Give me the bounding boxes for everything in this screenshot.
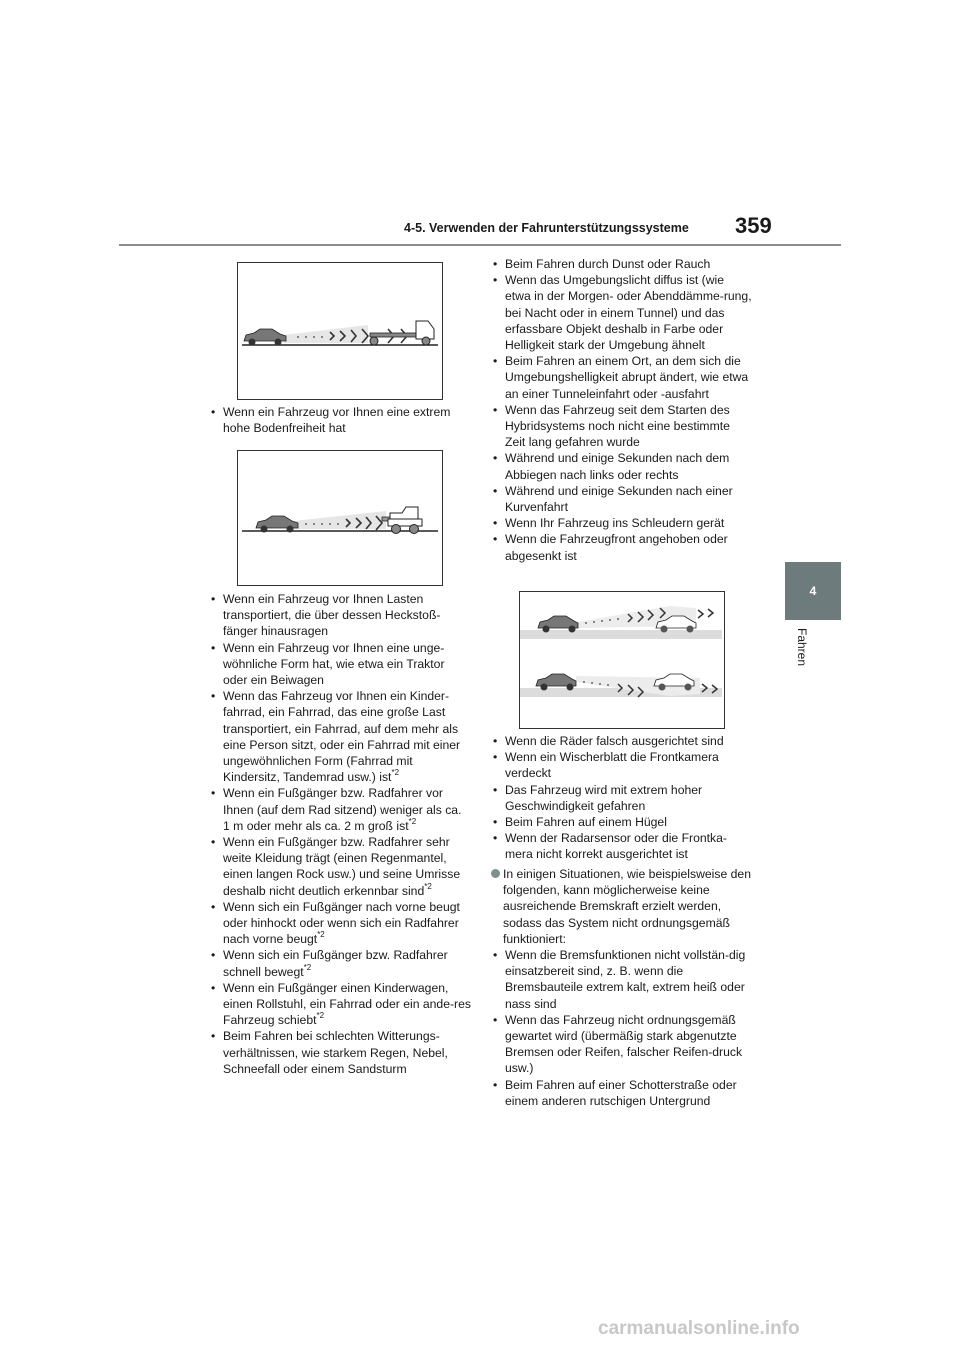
page-number: 359 [735,213,772,238]
chapter-label: Fahren [795,628,809,667]
list-item: • Wenn das Umgebungslicht diffus ist (wie etwa in der Morgen- oder Abenddämme-rung, bei Nacht oder in einem Tunnel) und das erfassbare Objekt deshalb in Farbe oder Helligkeit stark der Umgebung ähnelt [491,272,753,353]
footnote-mark: *2 [391,768,400,778]
list-item: • Wenn ein Fußgänger einen Kinderwagen, einen Rollstuhl, ein Fahrrad oder ein ande-res Fahrzeug schiebt$^{*2}$ [209,980,471,1029]
list-item: • Wenn ein Fahrzeug vor Ihnen eine extrem hohe Bodenfreiheit hat [209,404,471,436]
list-item: • Während und einige Sekunden nach dem Abbiegen nach links oder rechts [491,450,753,482]
footnote-mark: *2 [303,962,312,972]
list-item: • Das Fahrzeug wird mit extrem hoher Geschwindigkeit gefahren [491,782,753,814]
footnote-mark: *2 [316,1011,325,1021]
chapter-number: 4 [809,584,817,598]
footnote-mark: *2 [317,930,325,940]
illustration-protruding-load [237,450,443,586]
watermark: carmanualsonline.info [598,1318,800,1339]
right-list-top [491,256,753,564]
left-list-main [209,591,471,1077]
list-item: • Wenn ein Fahrzeug vor Ihnen eine unge-wöhnliche Form hat, wie etwa ein Traktor oder ein Beiwagen [209,640,471,689]
list-item: • Beim Fahren durch Dunst oder Rauch [491,256,753,272]
list-item: • Wenn die Räder falsch ausgerichtet sind [491,733,753,749]
list-item: • Wenn Ihr Fahrzeug ins Schleudern gerät [491,515,753,531]
section-title: 4-5. Verwenden der Fahrunterstützungssysteme [404,221,689,235]
right-list-middle [491,733,753,863]
bullet-dot-icon [491,869,500,878]
illustration-high-clearance-truck [237,262,443,400]
list-item: • Wenn ein Fahrzeug vor Ihnen Lasten transportiert, die über dessen Heckstoß-fänger hinausragen [209,591,471,640]
list-item: • Während und einige Sekunden nach einer Kurvenfahrt [491,483,753,515]
list-item: • Beim Fahren bei schlechten Witterungs-verhältnissen, wie starkem Regen, Nebel, Schneefall oder einem Sandsturm [209,1028,471,1077]
list-item: • Wenn das Fahrzeug vor Ihnen ein Kinder-fahrrad, ein Fahrrad, das eine große Last transportiert, ein Fahrrad, auf dem mehr als eine Person sitzt, oder ein Fahrrad mit einer ungewöhnlichen Form (Fahrrad mit Kindersitz, Tandemrad usw.) ist$^{*2}$ [209,688,471,785]
list-item: • Wenn das Fahrzeug nicht ordnungsgemäß gewartet wird (übermäßig stark abgenutzte Bremsen oder Reifen, falscher Reifen-druck usw.) [491,1012,753,1077]
list-item: • Wenn die Bremsfunktionen nicht vollstän-dig einsatzbereit sind, z. B. wenn die Bremsbauteile extrem kalt, extrem heiß oder nass sind [491,947,753,1012]
illustration-front-raised-lowered [519,591,725,729]
footnote-mark: *2 [408,816,417,826]
intro-paragraph: In einigen Situationen, wie beispielsweise den folgenden, kann möglicherweise keine ausreichende Bremskraft erzielt werden, sodass das System nicht ordnungsgemäß funktioniert: [491,866,753,947]
left-list-top [209,404,471,436]
header-rule [119,244,841,246]
list-item: • Wenn ein Fußgänger bzw. Radfahrer vor Ihnen (auf dem Rad sitzend) weniger als ca. 1 m oder mehr als ca. 2 m groß ist$^{*2}$ [209,785,471,834]
list-item: • Wenn der Radarsensor oder die Frontka-mera nicht korrekt ausgerichtet ist [491,830,753,862]
list-item: • Wenn ein Wischerblatt die Frontkamera verdeckt [491,749,753,781]
right-list-bottom [491,947,753,1109]
list-item: • Beim Fahren auf einer Schotterstraße oder einem anderen rutschigen Untergrund [491,1077,753,1109]
list-item: • Beim Fahren auf einem Hügel [491,814,753,830]
right-paragraph-block [491,858,753,1109]
list-item: • Beim Fahren an einem Ort, an dem sich die Umgebungshelligkeit abrupt ändert, wie etwa an einer Tunneleinfahrt oder -ausfahrt [491,353,753,402]
list-item: • Wenn das Fahrzeug seit dem Starten des Hybridsystems noch nicht eine bestimmte Zeit lang gefahren wurde [491,402,753,451]
list-item: • Wenn die Fahrzeugfront angehoben oder abgesenkt ist [491,531,753,563]
footnote-mark: *2 [424,881,432,891]
list-item: • Wenn sich ein Fußgänger nach vorne beugt oder hinhockt oder wenn sich ein Radfahrer nach vorne beugt$^{*2}$ [209,899,471,948]
list-item: • Wenn sich ein Fußgänger bzw. Radfahrer schnell bewegt$^{*2}$ [209,947,471,979]
list-item: • Wenn ein Fußgänger bzw. Radfahrer sehr weite Kleidung trägt (einen Regenmantel, einen langen Rock usw.) und seine Umrisse deshalb nicht deutlich erkennbar sind$^{*2}$ [209,834,471,899]
